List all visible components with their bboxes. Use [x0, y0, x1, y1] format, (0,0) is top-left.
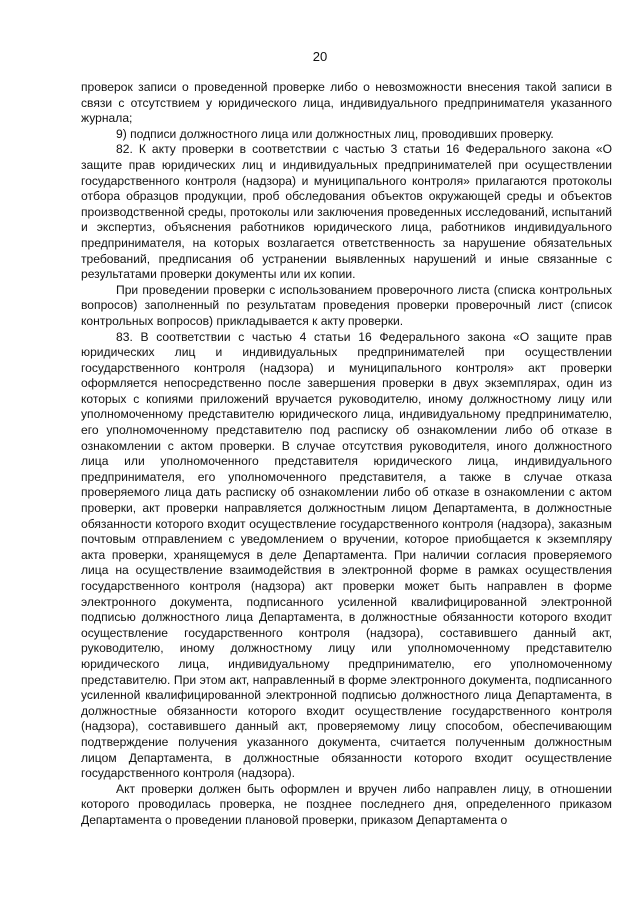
paragraph-checklist: При проведении проверки с использованием проверочного листа (списка контрольных вопросов) заполненный по результатам проведения проверки проверочный лист (список контрольных вопросов) прикладывается к акту проверки.: [81, 282, 612, 328]
paragraph-continuation: проверок записи о проведенной проверке либо о невозможности внесения такой записи в связи с отсутствием у юридического лица, индивидуального предпринимателя указанного журнала;: [81, 80, 612, 126]
paragraph-deadline: Акт проверки должен быть оформлен и вручен либо направлен лицу, в отношении которого проводилась проверка, не позднее последнего дня, определенного приказом Департамента о проведении плановой проверки, приказом Департамента о: [81, 781, 612, 827]
document-body: [81, 80, 612, 829]
paragraph-item-82: 82. К акту проверки в соответствии с частью 3 статьи 16 Федерального закона «О защите прав юридических лиц и индивидуальных предпринимателей при осуществлении государственного контроля (надзора) и муниципального контроля» прилагаются протоколы отбора образцов продукции, проб обследования объектов окружающей среды и объектов производственной среды, протоколы или заключения проведенных исследований, испытаний и экспертиз, объяснения работников юридического лица, работников индивидуального предпринимателя, на которых возлагается ответственность за нарушение обязательных требований, предписания об устранении выявленных нарушений и иные связанные с результатами проверки документы или их копии.: [81, 142, 612, 282]
paragraph-item-9: 9) подписи должностного лица или должностных лиц, проводивших проверку.: [116, 126, 554, 141]
paragraph-item-83: 83. В соответствии с частью 4 статьи 16 Федерального закона «О защите прав юридических лиц и индивидуальных предпринимателей при осуществлении государственного контроля (надзора) и муниципального контроля» акт проверки оформляется непосредственно после завершения проверки в двух экземплярах, один из которых с копиями приложений вручается руководителю, иному должностному лицу или уполномоченному представителю юридического лица, индивидуальному предпринимателю, его уполномоченному представителю под расписку об ознакомлении либо об отказе в ознакомлении с актом проверки. В случае отсутствия руководителя, иного должностного лица или уполномоченного представителя юридического лица, индивидуального предпринимателя, его уполномоченного представителя, а также в случае отказа проверяемого лица дать расписку об ознакомлении либо об отказе в ознакомлении с актом проверки, акт проверки направляется должностным лицом Департамента, в должностные обязанности которого входит осуществление государственного контроля (надзора), заказным почтовым отправлением с уведомлением о вручении, которое приобщается к экземпляру акта проверки, хранящемуся в деле Департамента. При наличии согласия проверяемого лица на осуществление взаимодействия в электронной форме в рамках осуществления государственного контроля (надзора) акт проверки может быть направлен в форме электронного документа, подписанного усиленной квалифицированной электронной подписью должностного лица Департамента, в должностные обязанности которого входит осуществление государственного контроля (надзора), составившего данный акт, руководителю, иному должностному лицу или уполномоченному представителю юридического лица, индивидуальному предпринимателю, его уполномоченному представителю. При этом акт, направленный в форме электронного документа, подписанного усиленной квалифицированной электронной подписью должностного лица Департамента, в должностные обязанности которого входит осуществление государственного контроля (надзора), составившего данный акт, проверяемому лицу способом, обеспечивающим подтверждение получения указанного документа, считается полученным должностным лицом Департамента, в должностные обязанности которого входит осуществление государственного контроля (надзора).: [81, 329, 612, 781]
page-number: 20: [312, 49, 328, 64]
